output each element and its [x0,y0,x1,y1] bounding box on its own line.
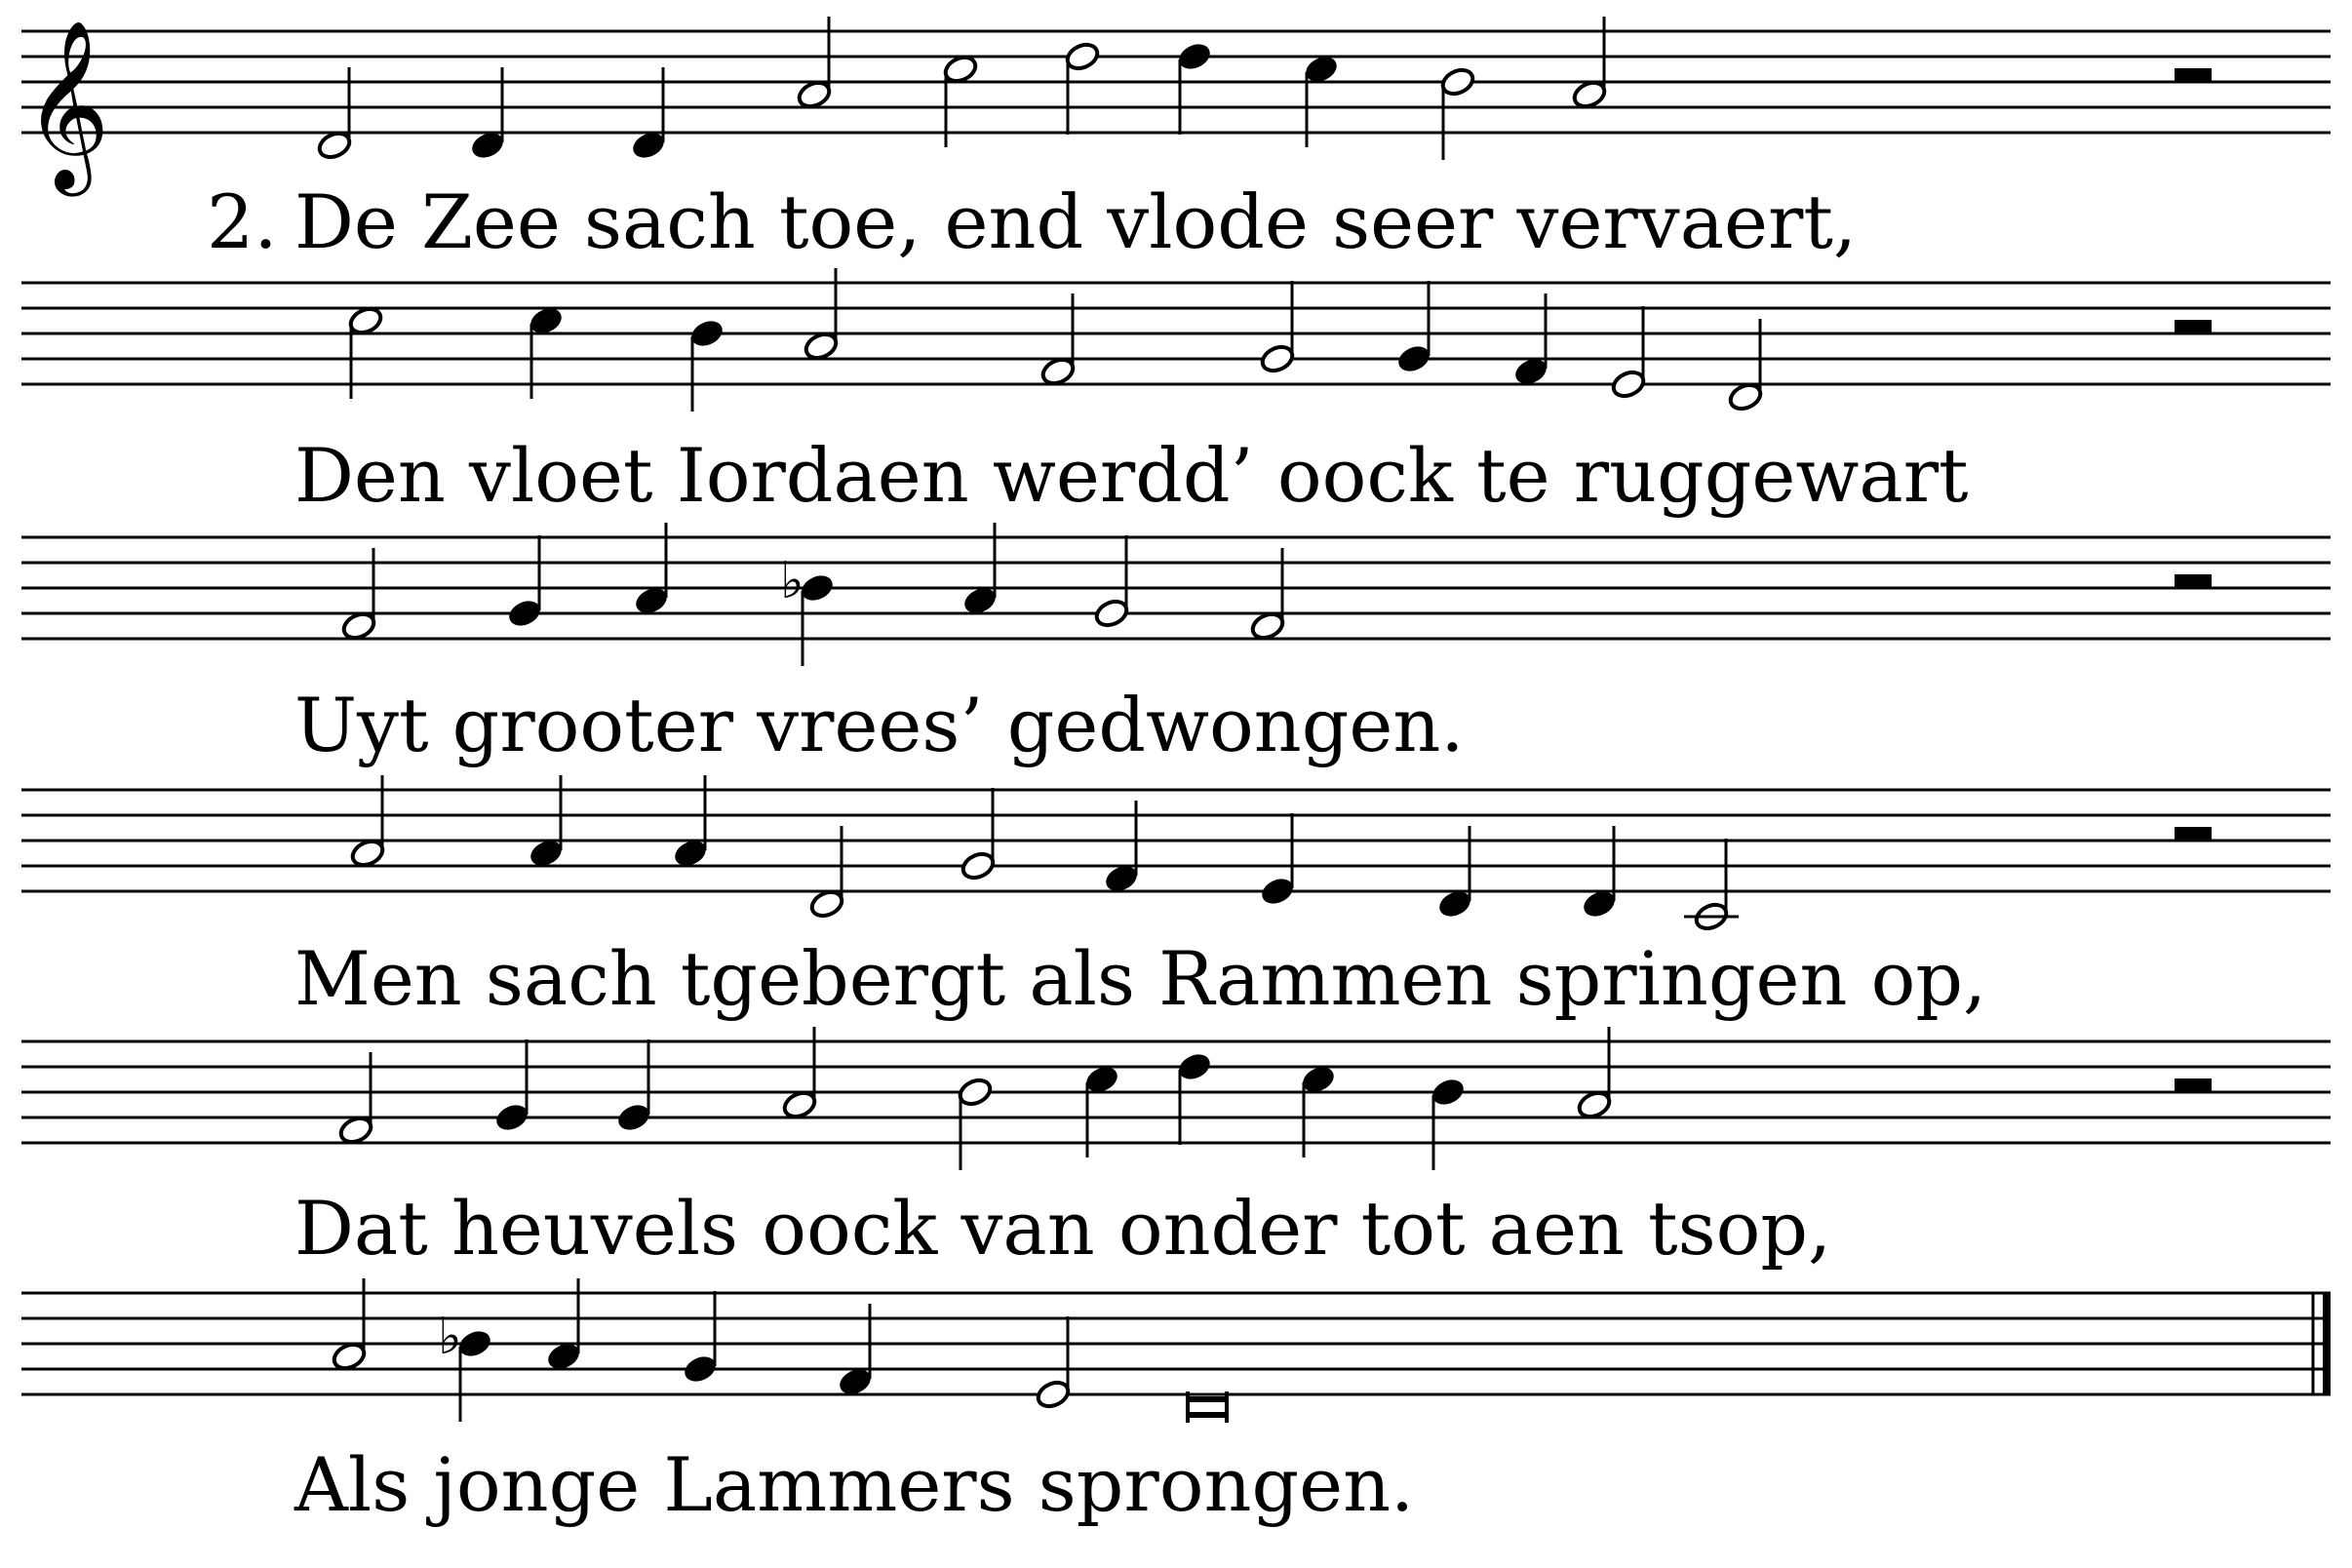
notehead [1176,1050,1213,1082]
flat-icon: ♭ [780,552,804,610]
notehead [1439,65,1476,98]
lyric-line-5: Dat heuvels oock van onder tot aen tsop, [294,1185,1832,1272]
notehead [1430,1076,1467,1108]
notehead [493,1101,530,1133]
notehead [799,571,836,604]
notehead [615,1101,652,1133]
notehead [506,597,543,629]
barline-thick [2323,1293,2331,1394]
notehead [1035,1378,1072,1410]
notehead [957,1076,994,1108]
notehead [1259,875,1296,907]
notehead [1610,368,1647,400]
half-rest-icon [2175,320,2212,333]
notehead [682,1352,719,1385]
notehead [1176,40,1213,72]
notehead [1093,597,1130,629]
half-rest-icon [2175,827,2212,841]
notehead [456,1327,493,1359]
flat-icon: ♭ [438,1308,462,1366]
notehead [1395,342,1432,374]
half-rest-icon [2175,68,2212,82]
notehead [1259,342,1296,374]
treble-clef-icon: 𝄞 [23,20,110,189]
notehead [1064,40,1101,72]
half-rest-icon [2175,1078,2212,1092]
lyric-line-3: Uyt grooter vrees’ gedwongen. [294,682,1465,768]
lyric-line-6: Als jonge Lammers sprongen. [294,1441,1415,1528]
lyric-line-4: Men sach tgebergt als Rammen springen op, [294,935,1987,1022]
lyric-line-2: Den vloet Iordaen werdd’ oock te ruggewart [294,432,1969,519]
lyric-line-1: De Zee sach toe, end vlode seer vervaert, [294,178,1858,265]
verse-number: 2. [207,178,278,265]
notehead [688,317,725,349]
half-rest-icon [2175,574,2212,588]
notehead [960,849,997,882]
